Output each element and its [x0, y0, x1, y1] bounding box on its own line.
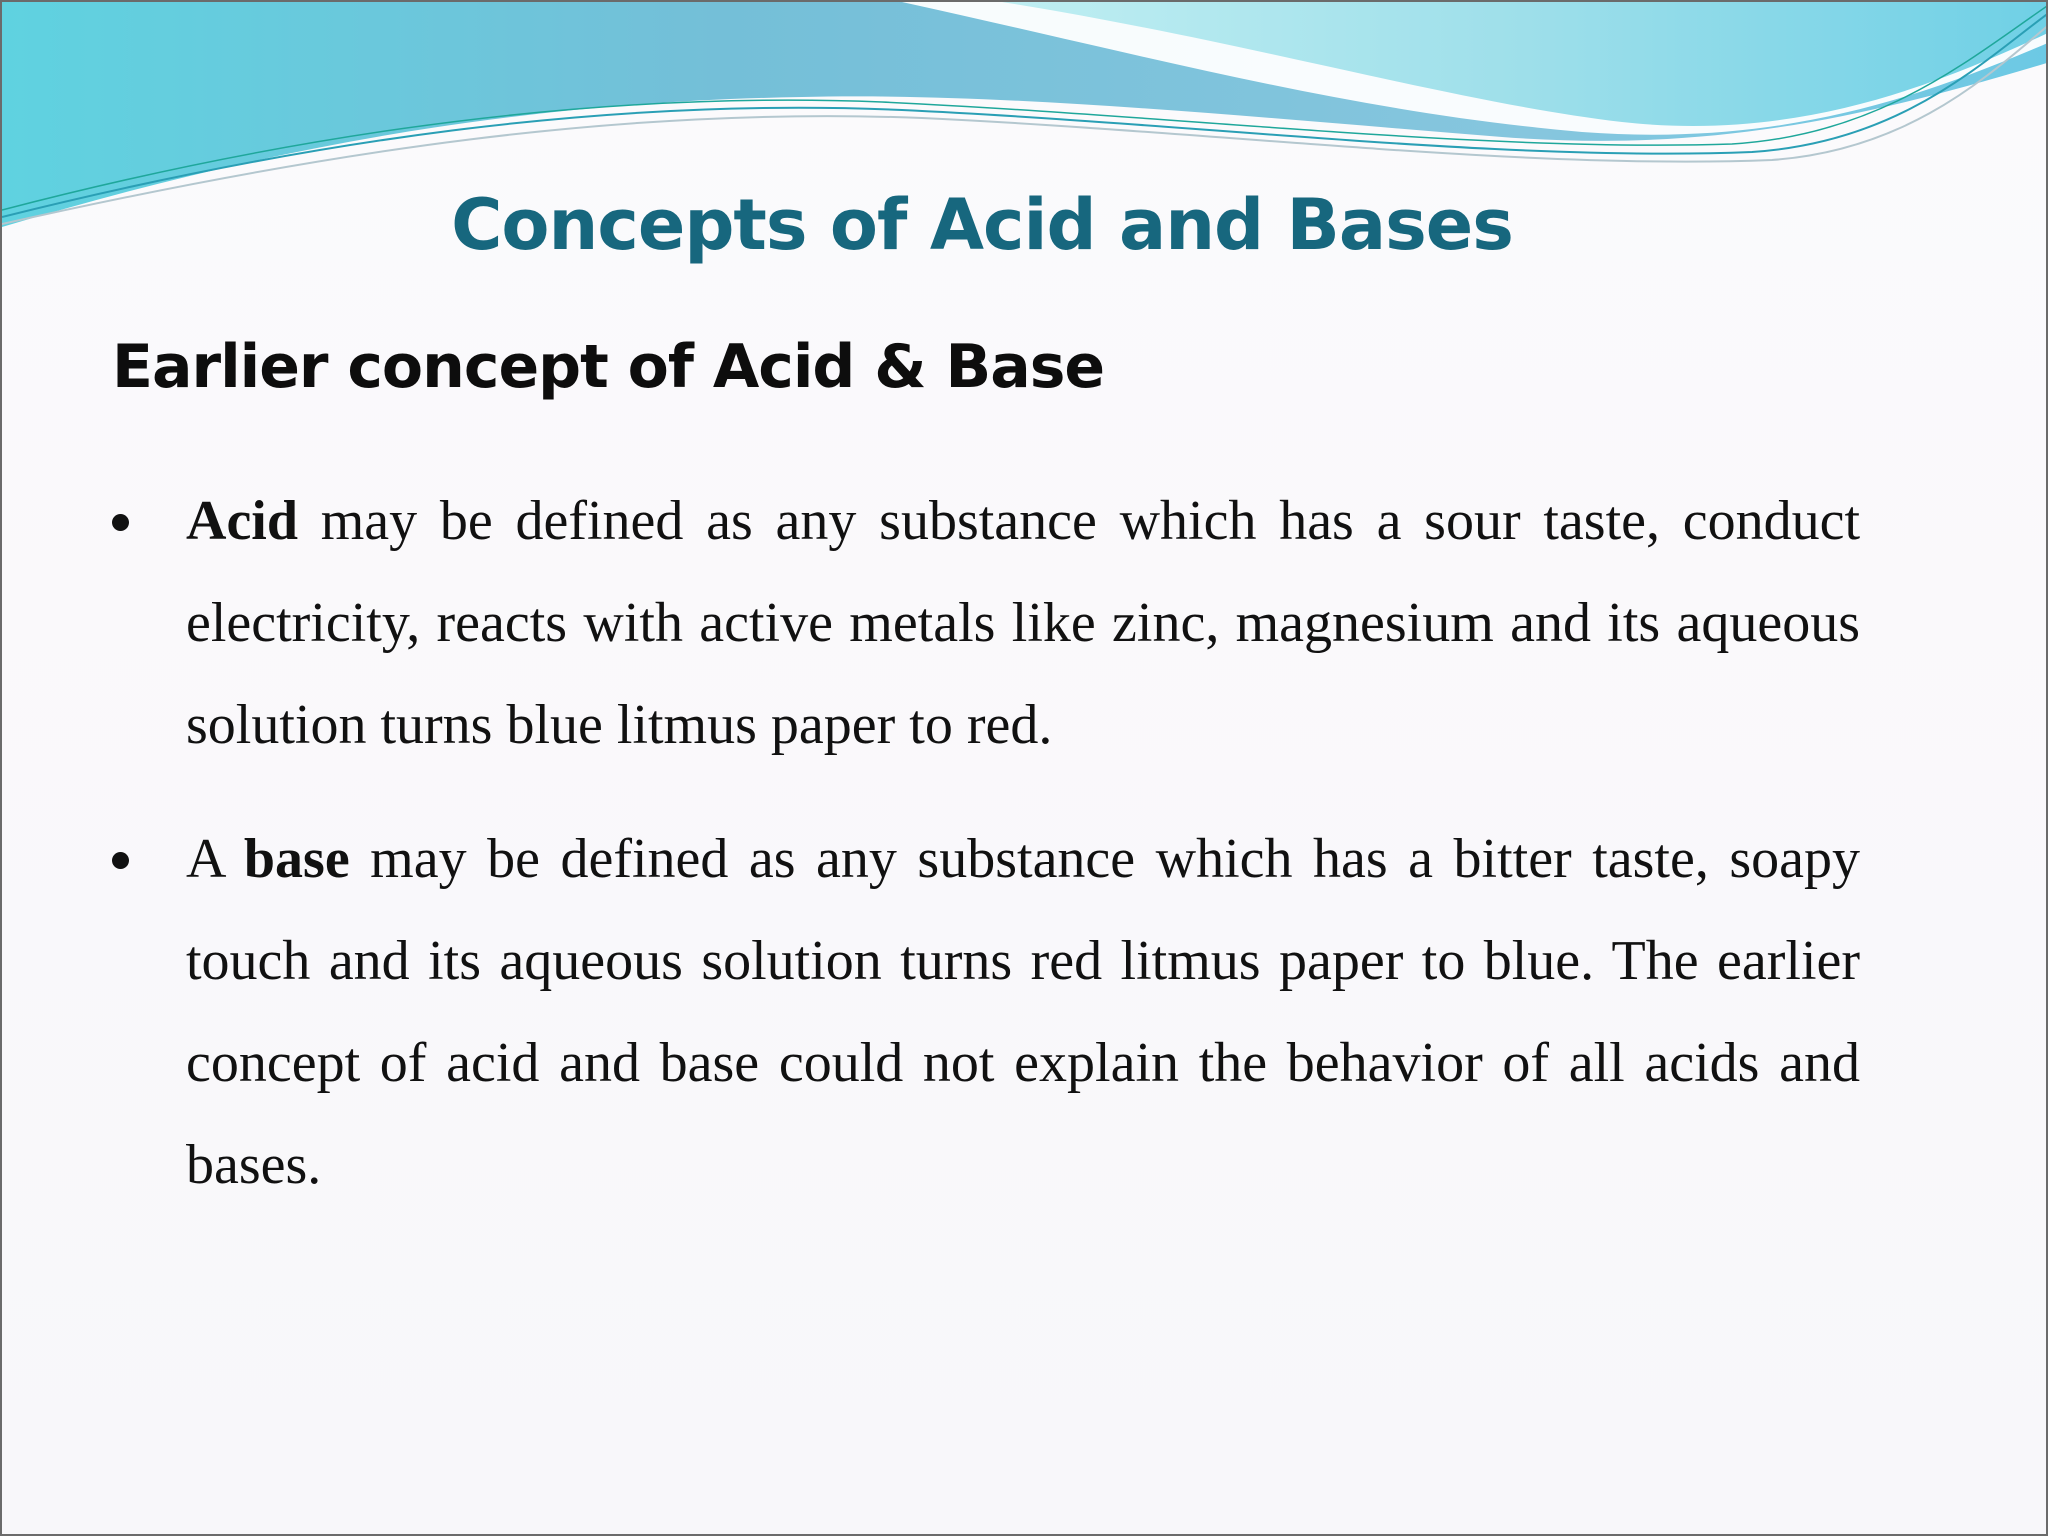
- bullet-text: may be defined as any substance which has a bitter taste, soapy touch and its aqueous solution turns red litmus paper to blue. The earlier concept of acid and base could not explain the behavior of all acids and bases.: [186, 828, 1860, 1196]
- bullet-prefix: A: [186, 828, 244, 890]
- bullet-list: [102, 470, 1860, 1248]
- bullet-item-acid: [102, 470, 1860, 776]
- bullet-dot-icon: [112, 514, 129, 531]
- term-base: base: [243, 828, 350, 890]
- section-subtitle: Earlier concept of Acid & Base: [112, 332, 1105, 402]
- bullet-item-base: [102, 808, 1860, 1216]
- bullet-text: may be defined as any substance which has a sour taste, conduct electricity, reacts with active metals like zinc, magnesium and its aqueous solution turns blue litmus paper to red.: [186, 490, 1860, 756]
- term-acid: Acid: [186, 490, 298, 552]
- slide-title: Concepts of Acid and Bases: [451, 184, 1513, 266]
- bullet-dot-icon: [112, 852, 129, 869]
